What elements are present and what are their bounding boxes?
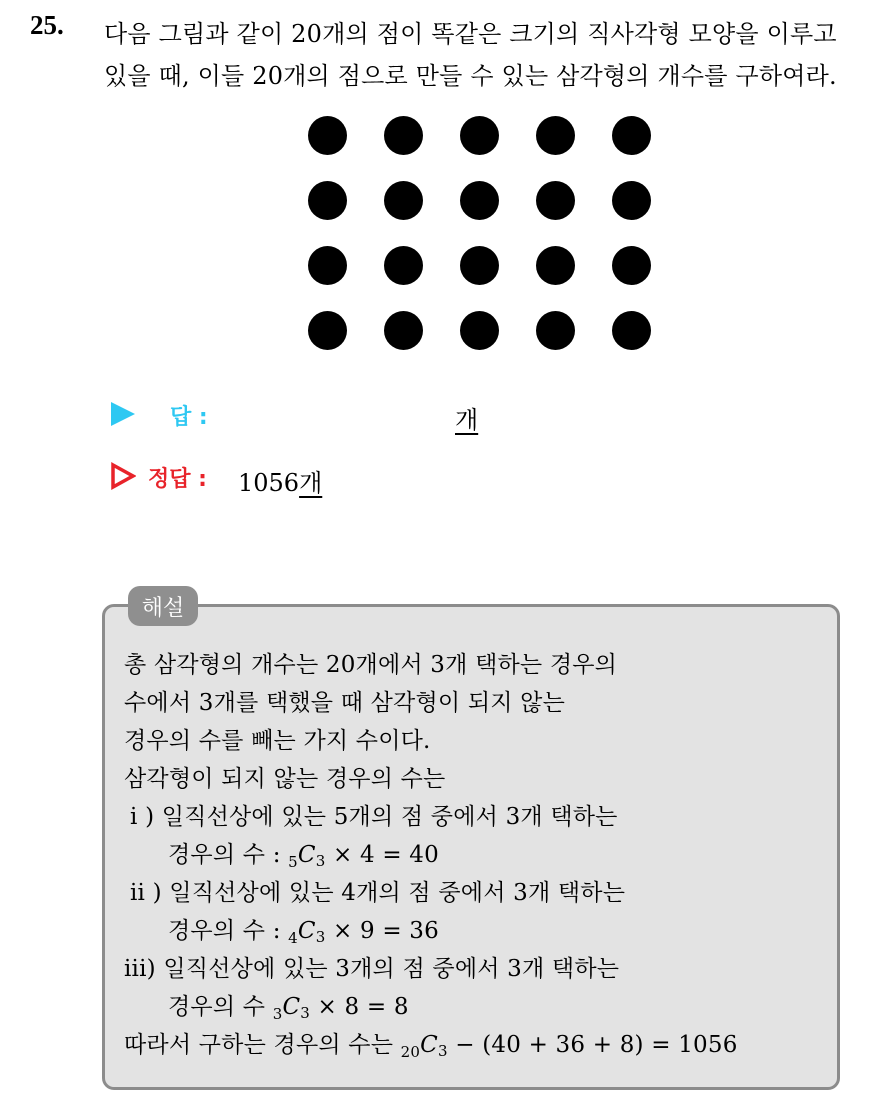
grid-dot [536,116,575,155]
solution-case-3: iii) 일직선상에 있는 3개의 점 중에서 3개 택하는 [124,956,620,982]
case-3-c: C [282,994,301,1020]
case-1-sub: 3 [315,852,326,870]
grid-dot [308,246,347,285]
solution-case-2-count [168,912,439,946]
question-text-line-1: 다음 그림과 같이 20개의 점이 똑같은 크기의 직사각형 모양을 이루고 [104,20,837,48]
answer-marker-icon [111,402,135,426]
solution-case-1-count [168,836,439,870]
grid-dot [612,181,651,220]
final-prefix: 따라서 구하는 경우의 수는 [124,1032,394,1058]
grid-dot [308,181,347,220]
solution-badge: 해설 [128,586,198,626]
final-c: C [420,1032,438,1058]
grid-dot [384,181,423,220]
case-3-prefix: 경우의 수 [168,994,266,1020]
grid-dot [612,311,651,350]
solution-line-2: 수에서 3개를 택했을 때 삼각형이 되지 않는 [124,690,566,716]
answer-unit: 개 [455,406,479,434]
grid-dot [460,246,499,285]
correct-answer-unit: 개 [299,469,323,497]
case-3-sub: 3 [300,1004,311,1022]
grid-dot [536,181,575,220]
case-2-prefix: 경우의 수 : [168,918,281,944]
case-2-rest: × 9 = 36 [325,918,439,944]
solution-line-1: 총 삼각형의 개수는 20개에서 3개 택하는 경우의 [124,652,618,678]
final-pre-sub: 20 [400,1043,421,1061]
question-text-line-2: 있을 때, 이들 20개의 점으로 만들 수 있는 삼각형의 개수를 구하여라. [104,62,837,90]
grid-dot [384,246,423,285]
grid-dot [536,311,575,350]
solution-case-1: i ) 일직선상에 있는 5개의 점 중에서 3개 택하는 [130,804,618,830]
case-3-rest: × 8 = 8 [310,994,409,1020]
grid-dot [460,116,499,155]
case-1-prefix: 경우의 수 : [168,842,281,868]
correct-answer-value: 1056 [238,469,300,497]
grid-dot [536,246,575,285]
question-number: 25. [30,10,64,40]
grid-dot [308,116,347,155]
dot-grid-figure [308,116,656,352]
grid-dot [384,311,423,350]
solution-line-3: 경우의 수를 빼는 가지 수이다. [124,728,431,754]
correct-marker-icon [110,462,136,490]
grid-dot [308,311,347,350]
case-2-pre-sub: 4 [288,929,298,947]
correct-answer-label: 정답 : [148,467,207,492]
final-rest: − (40 + 36 + 8) = 1056 [447,1032,738,1058]
grid-dot [384,116,423,155]
correct-answer-value-wrap [238,463,322,498]
grid-dot [612,246,651,285]
solution-line-4: 삼각형이 되지 않는 경우의 수는 [124,766,446,792]
case-2-c: C [297,918,316,944]
case-2-sub: 3 [315,928,326,946]
grid-dot [612,116,651,155]
case-1-rest: × 4 = 40 [325,842,439,868]
solution-case-3-count [168,988,409,1022]
case-3-pre-sub: 3 [272,1005,283,1023]
answer-label: 답 : [170,405,208,430]
case-1-pre-sub: 5 [288,853,298,871]
grid-dot [460,311,499,350]
grid-dot [460,181,499,220]
solution-case-2: ii ) 일직선상에 있는 4개의 점 중에서 3개 택하는 [130,880,626,906]
solution-final [124,1026,738,1060]
case-1-c: C [297,842,316,868]
final-sub: 3 [437,1042,448,1060]
